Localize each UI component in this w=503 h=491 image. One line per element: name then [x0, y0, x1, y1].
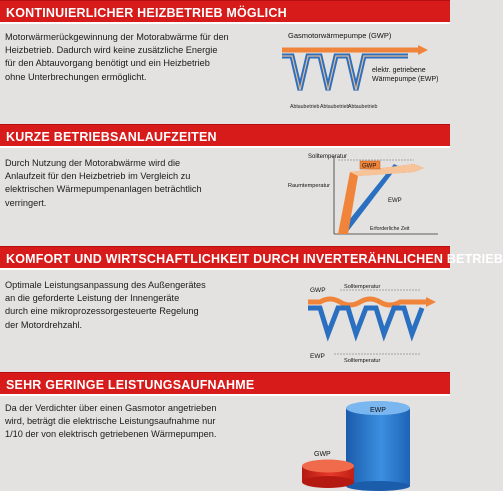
gwp-label: GWP — [314, 451, 331, 458]
text-line: elektrischen Wärmepumpenanlagen beträchtlich — [5, 184, 202, 195]
text-line: an die geforderte Leistung der Innengeräte — [5, 293, 180, 304]
defrost-label: Abtaubetrieb — [320, 104, 350, 110]
text-line: verringert. — [5, 197, 47, 208]
text-line: Heizbetrieb. Dadurch wird keine zusätzliche Energie — [5, 45, 218, 56]
target-temperature-label: Solltemperatur — [308, 154, 348, 160]
defrost-label: Abtaubetrieb — [290, 104, 320, 110]
gwp-cylinder-bottom — [302, 476, 354, 488]
gwp-arrow — [418, 45, 428, 55]
text-line: Durch Nutzung der Motorabwärme wird die — [5, 158, 181, 168]
gwp-wave — [308, 299, 426, 305]
gwp-label: GWP — [310, 287, 326, 294]
ewp-label: EWP — [388, 198, 402, 204]
section-3-text — [5, 279, 206, 332]
ewp-label: EWP — [370, 407, 386, 414]
ewp-zigzag — [308, 308, 422, 334]
text-line: wird, beträgt die elektrische Leistungsaufnahme nur — [5, 416, 216, 427]
text-line: 1/10 der von elektrisch getriebenen Wärmepumpen. — [5, 429, 217, 440]
text-line: durch eine mikroprozessorgesteuerte Regelung — [5, 306, 199, 317]
section-4-text — [5, 402, 216, 442]
required-time-label: Erforderliche Zeit — [370, 226, 410, 232]
defrost-label: Abtaubetrieb — [348, 104, 378, 110]
ewp-label: EWP — [310, 353, 325, 360]
ewp-label: elektr. getriebene — [372, 67, 426, 74]
continuous-heating-diagram — [268, 28, 450, 124]
section-1-text — [5, 31, 229, 84]
ewp-cylinder-body — [346, 408, 410, 486]
text-line: Anlaufzeit für den Heizbetrieb im Vergleich zu — [5, 171, 191, 182]
text-line: für den Abtauvorgang benötigt und ein Heizbetrieb — [5, 58, 210, 69]
text-line: Da der Verdichter über einen Gasmotor angetrieben — [5, 403, 217, 413]
text-line: Optimale Leistungsanpassung des Außengerätes — [5, 280, 206, 290]
target-temperature-bottom-label: Solltemperatur — [344, 358, 381, 364]
section-2-header: KURZE BETRIEBSANLAUFZEITEN — [0, 124, 450, 148]
power-consumption-diagram — [292, 392, 450, 491]
text-line: ohne Unterbrechungen ermöglicht. — [5, 71, 147, 82]
text-line: Motorwärmerückgewinnung der Motorabwärme für den — [5, 32, 229, 42]
gwp-cylinder-top — [302, 460, 354, 473]
section-4-header: SEHR GERINGE LEISTUNGSAUFNAHME — [0, 372, 450, 396]
text-line: der Motordrehzahl. — [5, 319, 83, 330]
ewp-cylinder-bottom — [346, 481, 410, 491]
section-1-header: KONTINUIERLICHER HEIZBETRIEB MÖGLICH — [0, 0, 450, 24]
target-temperature-top-label: Solltemperatur — [344, 284, 381, 290]
ewp-label: Wärmepumpe (EWP) — [372, 76, 439, 83]
section-2-text — [5, 157, 202, 210]
inverter-operation-diagram — [300, 276, 450, 372]
room-temperature-label: Raumtemperatur — [288, 183, 330, 189]
gwp-label: GWP — [362, 163, 377, 170]
startup-time-diagram — [278, 150, 450, 246]
section-3-header: KOMFORT UND WIRTSCHAFTLICHKEIT DURCH INVERTERÄHNLICHEN BETRIEB — [0, 246, 450, 270]
gwp-arrow — [426, 297, 436, 307]
gwp-label: Gasmotorwärmepumpe (GWP) — [288, 31, 392, 40]
